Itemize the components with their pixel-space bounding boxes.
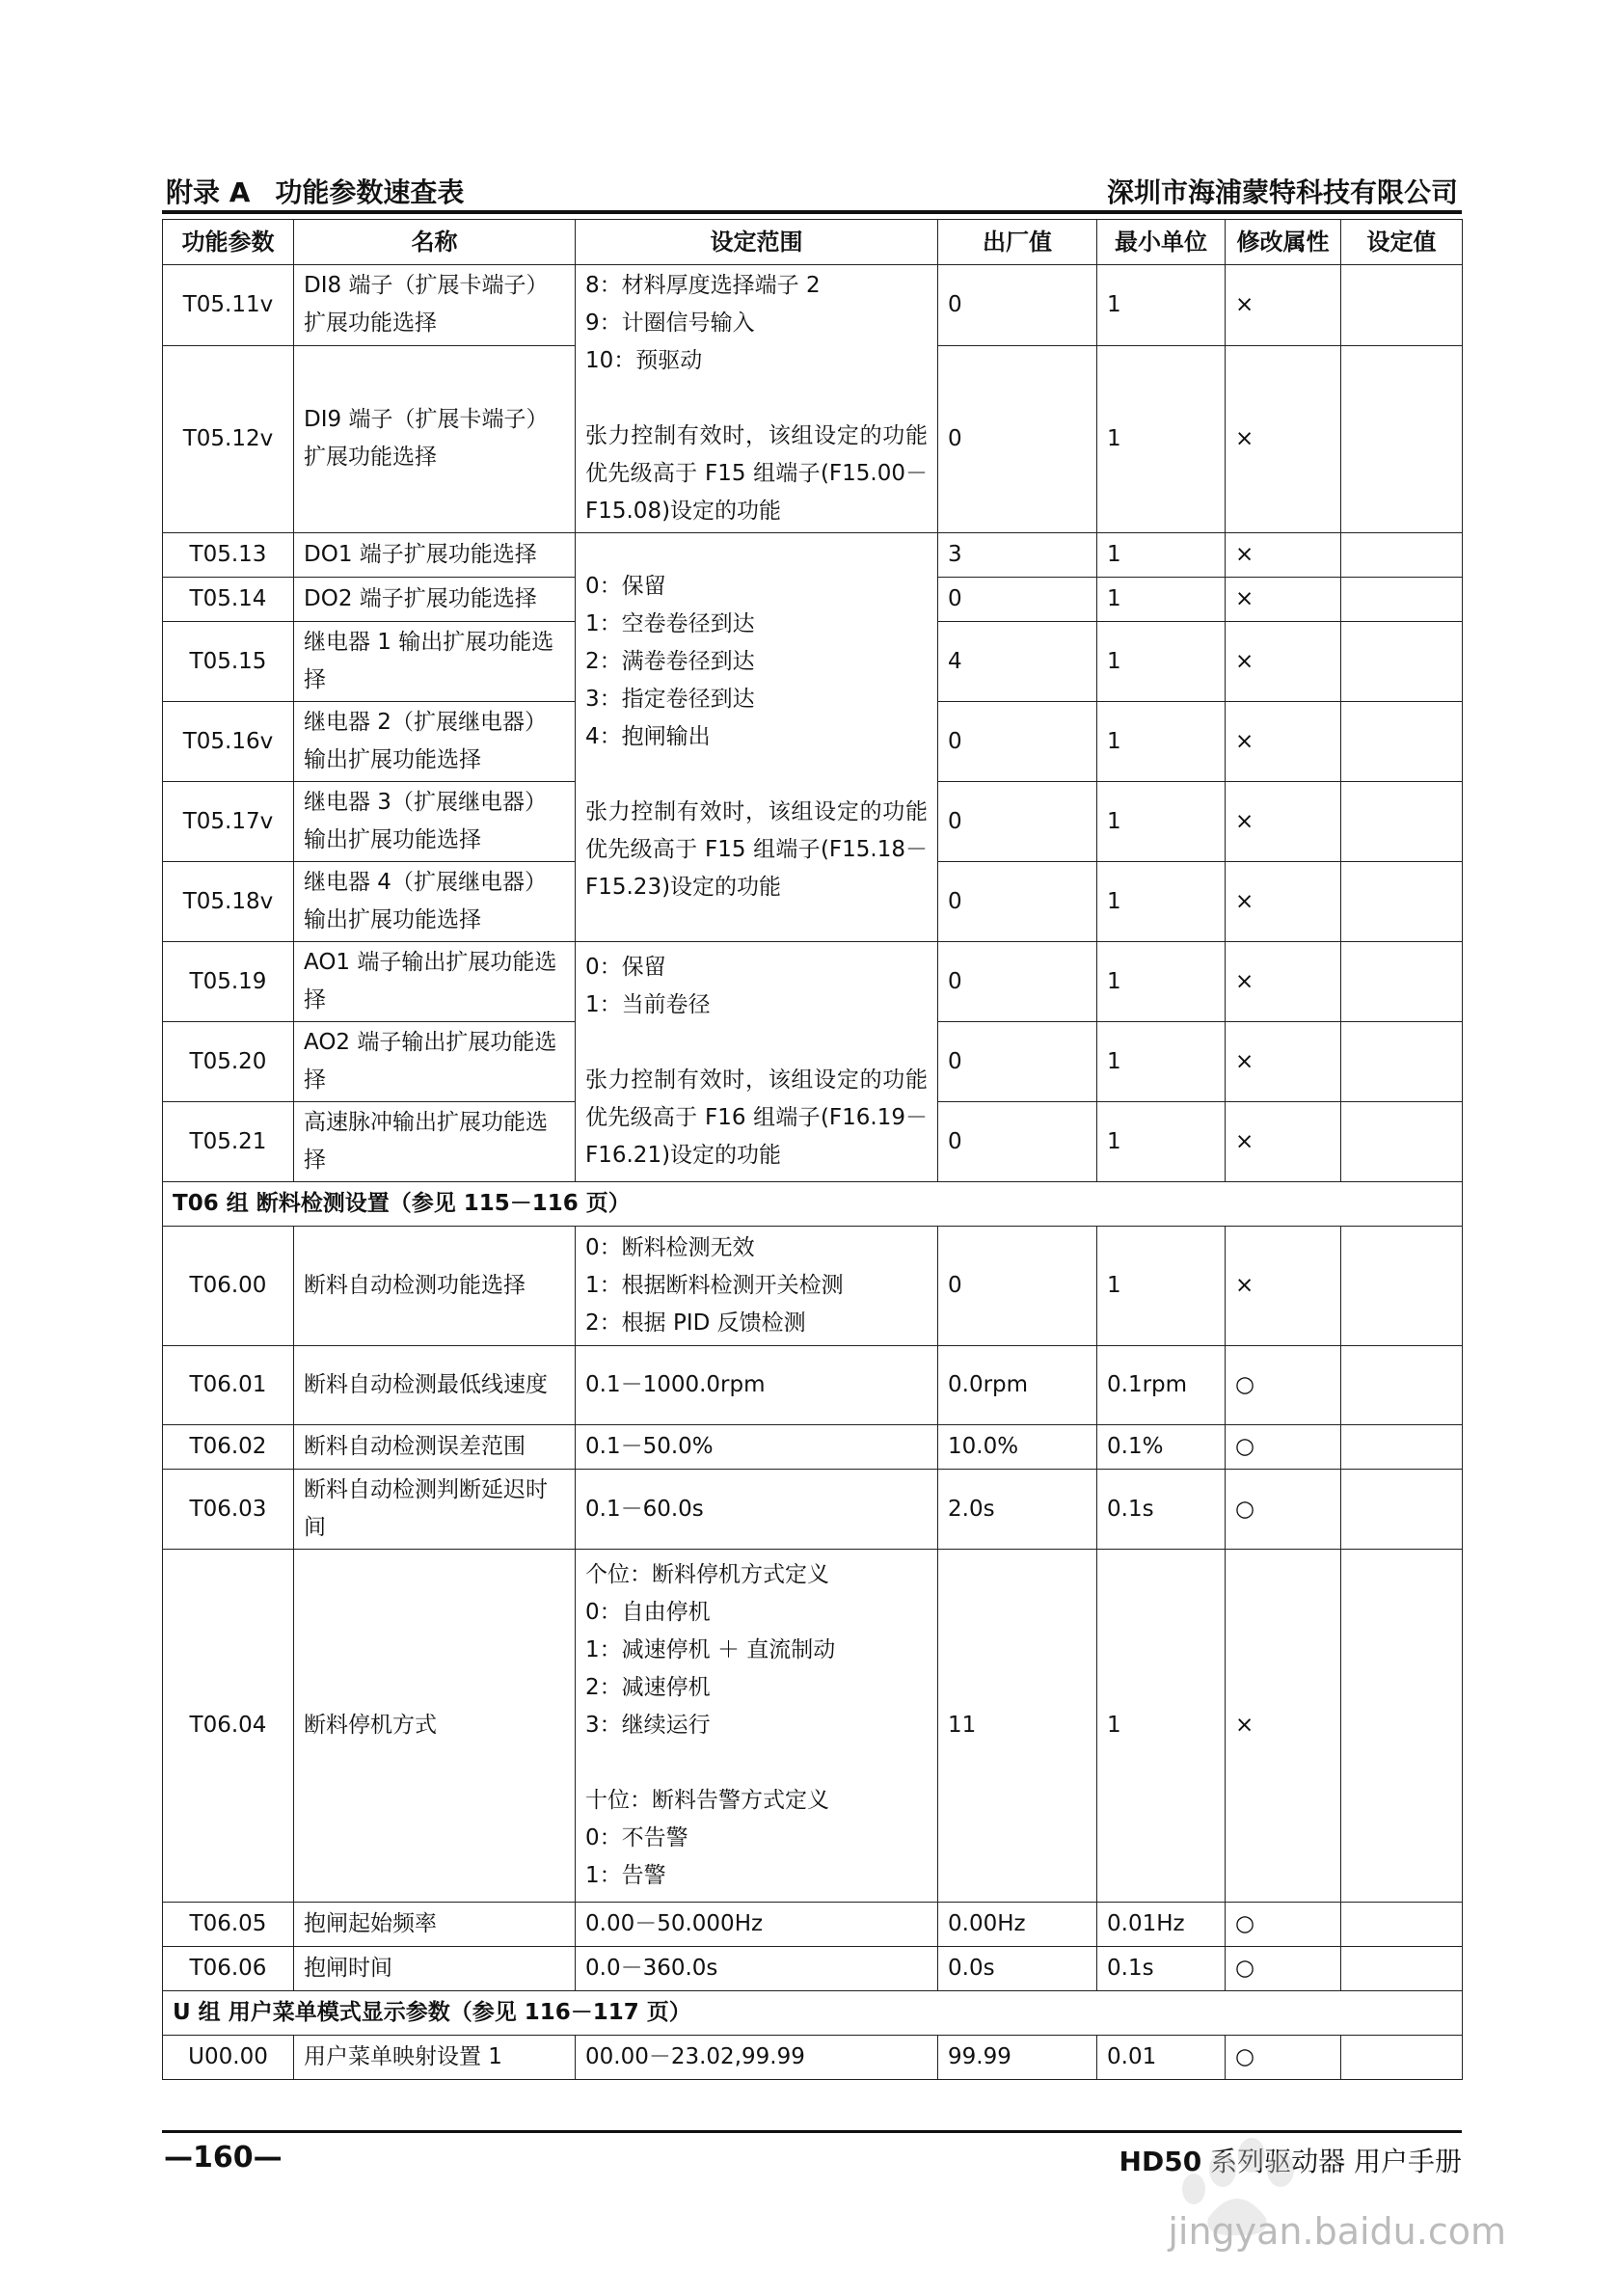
param-default: 2.0s: [938, 1470, 1097, 1550]
range-line: 个位：断料停机方式定义: [585, 1562, 829, 1587]
param-unit: 0.01: [1097, 2036, 1226, 2080]
param-unit: 1: [1097, 622, 1226, 702]
param-default: 0: [938, 578, 1097, 622]
range-line: 1：根据断料检测开关检测: [585, 1273, 844, 1298]
table-row: [163, 1947, 1463, 1991]
param-range: [576, 533, 938, 942]
range-note: 张力控制有效时，该组设定的功能优先级高于 F16 组端子(F16.19－F16.21)设定的功能: [585, 1067, 928, 1168]
param-range: 0.1－1000.0rpm: [576, 1346, 938, 1425]
param-attr: ×: [1226, 1022, 1341, 1102]
param-code: U00.00: [163, 2036, 294, 2080]
table-row: [163, 2036, 1463, 2080]
param-unit: 0.1s: [1097, 1947, 1226, 1991]
param-attr: ×: [1226, 578, 1341, 622]
param-unit: 1: [1097, 1227, 1226, 1346]
param-default: 3: [938, 533, 1097, 578]
param-code: T06.01: [163, 1346, 294, 1425]
param-default: 0: [938, 942, 1097, 1022]
param-unit: 1: [1097, 942, 1226, 1022]
param-code: T05.11v: [163, 265, 294, 346]
param-attr: ×: [1226, 862, 1341, 942]
param-attr: ○: [1226, 1470, 1341, 1550]
range-line: 0：保留: [585, 955, 666, 980]
range-line: 0：断料检测无效: [585, 1235, 755, 1260]
param-unit: 1: [1097, 862, 1226, 942]
param-name: AO2 端子输出扩展功能选择: [294, 1022, 576, 1102]
param-unit: 1: [1097, 1022, 1226, 1102]
param-range: 00.00－23.02,99.99: [576, 2036, 938, 2080]
range-note: 张力控制有效时，该组设定的功能优先级高于 F15 组端子(F15.18－F15.23)设定的功能: [585, 799, 928, 900]
param-range: 0.1－50.0%: [576, 1425, 938, 1470]
table-row: [163, 1425, 1463, 1470]
header-appendix: 附录 A: [166, 176, 251, 208]
param-default: 0: [938, 782, 1097, 862]
param-setting[interactable]: [1341, 1022, 1463, 1102]
table-row: [163, 265, 1463, 346]
param-default: 0: [938, 862, 1097, 942]
param-attr: ○: [1226, 2036, 1341, 2080]
parameter-table: [162, 219, 1463, 2080]
param-setting[interactable]: [1341, 1346, 1463, 1425]
group-row: [163, 1991, 1463, 2036]
header-rule: [162, 210, 1462, 214]
page-header: [162, 166, 1462, 212]
param-code: T06.05: [163, 1903, 294, 1947]
param-range: 0.00－50.000Hz: [576, 1903, 938, 1947]
param-unit: 1: [1097, 345, 1226, 532]
param-attr: ○: [1226, 1346, 1341, 1425]
group-row: [163, 1182, 1463, 1227]
param-range: [576, 942, 938, 1182]
param-name: 断料自动检测判断延迟时间: [294, 1470, 576, 1550]
col-header: 出厂值: [938, 220, 1097, 265]
param-unit: 0.1s: [1097, 1470, 1226, 1550]
param-setting[interactable]: [1341, 1947, 1463, 1991]
param-attr: ×: [1226, 1550, 1341, 1903]
param-range: [576, 265, 938, 533]
col-header: 设定值: [1341, 220, 1463, 265]
range-line: 1：告警: [585, 1863, 666, 1888]
param-name: 断料自动检测功能选择: [294, 1227, 576, 1346]
param-name: 断料自动检测误差范围: [294, 1425, 576, 1470]
param-name: 继电器 3（扩展继电器）输出扩展功能选择: [294, 782, 576, 862]
param-range: 0.1－60.0s: [576, 1470, 938, 1550]
range-line: 1：当前卷径: [585, 992, 711, 1017]
param-code: T06.00: [163, 1227, 294, 1346]
param-code: T06.04: [163, 1550, 294, 1903]
param-name: 用户菜单映射设置 1: [294, 2036, 576, 2080]
param-name: 抱闸时间: [294, 1947, 576, 1991]
group-title: U 组 用户菜单模式显示参数（参见 116－117 页）: [163, 1991, 1463, 2036]
range-line: 9：计圈信号输入: [585, 311, 755, 336]
param-setting[interactable]: [1341, 862, 1463, 942]
range-line: 2：满卷卷径到达: [585, 649, 755, 674]
param-setting[interactable]: [1341, 345, 1463, 532]
param-range: 0.0－360.0s: [576, 1947, 938, 1991]
range-line: 4：抱闸输出: [585, 724, 711, 749]
param-code: T05.20: [163, 1022, 294, 1102]
table-row: [163, 942, 1463, 1022]
param-setting[interactable]: [1341, 1550, 1463, 1903]
param-setting[interactable]: [1341, 1102, 1463, 1182]
range-line: 2：根据 PID 反馈检测: [585, 1310, 806, 1336]
header-company: 深圳市海浦蒙特科技有限公司: [1106, 176, 1458, 208]
param-default: 0: [938, 1102, 1097, 1182]
col-header: 功能参数: [163, 220, 294, 265]
param-name: AO1 端子输出扩展功能选择: [294, 942, 576, 1022]
table-row: [163, 1550, 1463, 1903]
param-attr: ×: [1226, 265, 1341, 346]
range-line: 10：预驱动: [585, 348, 703, 373]
param-range: [576, 1550, 938, 1903]
param-default: 0: [938, 1227, 1097, 1346]
range-line: 0：不告警: [585, 1825, 688, 1850]
table-row: [163, 533, 1463, 578]
param-setting[interactable]: [1341, 1227, 1463, 1346]
param-default: 4: [938, 622, 1097, 702]
param-unit: 1: [1097, 782, 1226, 862]
param-default: 99.99: [938, 2036, 1097, 2080]
param-name: 断料停机方式: [294, 1550, 576, 1903]
col-header: 修改属性: [1226, 220, 1341, 265]
table-row: [163, 1903, 1463, 1947]
param-code: T05.15: [163, 622, 294, 702]
param-default: 0: [938, 265, 1097, 346]
param-name: DI9 端子（扩展卡端子）扩展功能选择: [294, 345, 576, 532]
param-unit: 1: [1097, 533, 1226, 578]
param-name: 高速脉冲输出扩展功能选择: [294, 1102, 576, 1182]
param-attr: ×: [1226, 1227, 1341, 1346]
param-setting[interactable]: [1341, 782, 1463, 862]
param-name: DO2 端子扩展功能选择: [294, 578, 576, 622]
param-code: T05.16v: [163, 702, 294, 782]
footer-doc: 系列驱动器 用户手册: [1210, 2146, 1462, 2177]
param-setting[interactable]: [1341, 622, 1463, 702]
param-code: T05.12v: [163, 345, 294, 532]
param-setting[interactable]: [1341, 1425, 1463, 1470]
param-attr: ×: [1226, 622, 1341, 702]
param-code: T05.13: [163, 533, 294, 578]
param-setting[interactable]: [1341, 578, 1463, 622]
param-unit: 0.01Hz: [1097, 1903, 1226, 1947]
param-attr: ×: [1226, 782, 1341, 862]
param-unit: 1: [1097, 265, 1226, 346]
param-attr: ×: [1226, 942, 1341, 1022]
param-code: T05.19: [163, 942, 294, 1022]
param-default: 11: [938, 1550, 1097, 1903]
param-attr: ×: [1226, 1102, 1341, 1182]
param-unit: 1: [1097, 578, 1226, 622]
range-note: 张力控制有效时，该组设定的功能优先级高于 F15 组端子(F15.00－F15.08)设定的功能: [585, 423, 928, 524]
param-attr: ×: [1226, 702, 1341, 782]
param-unit: 1: [1097, 1550, 1226, 1903]
page-number: —160—: [164, 2141, 283, 2174]
param-setting[interactable]: [1341, 2036, 1463, 2080]
range-line: 8：材料厚度选择端子 2: [585, 273, 821, 298]
watermark-text: jingyan.baidu.com: [1168, 2210, 1506, 2253]
param-unit: 0.1%: [1097, 1425, 1226, 1470]
param-unit: 1: [1097, 702, 1226, 782]
table-row: [163, 1470, 1463, 1550]
param-unit: 1: [1097, 1102, 1226, 1182]
param-code: T06.06: [163, 1947, 294, 1991]
param-setting[interactable]: [1341, 265, 1463, 346]
col-header: 名称: [294, 220, 576, 265]
param-range: [576, 1227, 938, 1346]
param-code: T05.21: [163, 1102, 294, 1182]
param-default: 0: [938, 1022, 1097, 1102]
param-setting[interactable]: [1341, 533, 1463, 578]
param-setting[interactable]: [1341, 942, 1463, 1022]
group-title: T06 组 断料检测设置（参见 115－116 页）: [163, 1182, 1463, 1227]
range-line: 0：自由停机: [585, 1600, 711, 1625]
range-line: 3：指定卷径到达: [585, 687, 755, 712]
param-default: 0.00Hz: [938, 1903, 1097, 1947]
param-default: 0: [938, 702, 1097, 782]
param-name: 抱闸起始频率: [294, 1903, 576, 1947]
range-line: 1：空卷卷径到达: [585, 611, 755, 636]
param-default: 0: [938, 345, 1097, 532]
param-unit: 0.1rpm: [1097, 1346, 1226, 1425]
param-code: T06.03: [163, 1470, 294, 1550]
table-row: [163, 1346, 1463, 1425]
range-line: 十位：断料告警方式定义: [585, 1788, 829, 1813]
param-name: 继电器 1 输出扩展功能选择: [294, 622, 576, 702]
param-code: T06.02: [163, 1425, 294, 1470]
param-name: 继电器 4（扩展继电器）输出扩展功能选择: [294, 862, 576, 942]
param-attr: ×: [1226, 533, 1341, 578]
header-title: [166, 172, 464, 210]
param-attr: ×: [1226, 345, 1341, 532]
param-code: T05.18v: [163, 862, 294, 942]
param-default: 0.0s: [938, 1947, 1097, 1991]
range-line: 2：减速停机: [585, 1675, 711, 1700]
param-name: 断料自动检测最低线速度: [294, 1346, 576, 1425]
footer-model: HD50: [1119, 2146, 1202, 2177]
param-name: 继电器 2（扩展继电器）输出扩展功能选择: [294, 702, 576, 782]
param-code: T05.17v: [163, 782, 294, 862]
col-header: 设定范围: [576, 220, 938, 265]
table-row: [163, 1227, 1463, 1346]
col-header: 最小单位: [1097, 220, 1226, 265]
param-attr: ○: [1226, 1425, 1341, 1470]
param-setting[interactable]: [1341, 1470, 1463, 1550]
param-attr: ○: [1226, 1947, 1341, 1991]
param-default: 10.0%: [938, 1425, 1097, 1470]
range-line: 1：减速停机 ＋ 直流制动: [585, 1637, 836, 1662]
range-line: 0：保留: [585, 574, 666, 599]
param-setting[interactable]: [1341, 1903, 1463, 1947]
param-setting[interactable]: [1341, 702, 1463, 782]
param-code: T05.14: [163, 578, 294, 622]
table-header-row: [163, 220, 1463, 265]
header-section-title: 功能参数速查表: [275, 176, 465, 208]
param-name: DI8 端子（扩展卡端子）扩展功能选择: [294, 265, 576, 346]
param-name: DO1 端子扩展功能选择: [294, 533, 576, 578]
param-default: 0.0rpm: [938, 1346, 1097, 1425]
range-line: 3：继续运行: [585, 1713, 711, 1738]
param-attr: ○: [1226, 1903, 1341, 1947]
